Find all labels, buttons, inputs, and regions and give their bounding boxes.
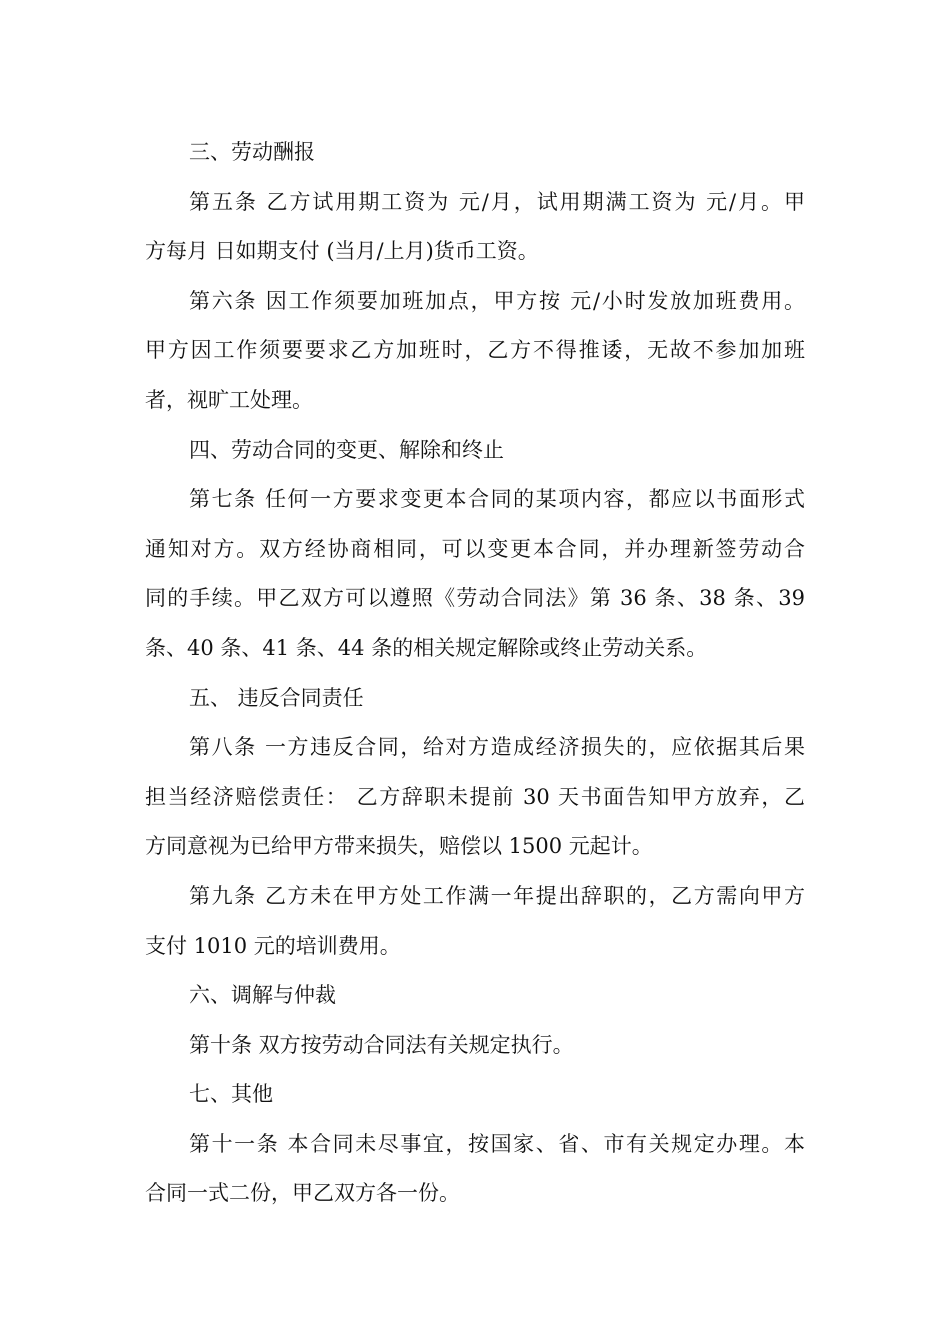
article-11-line-2: 合同一式二份，甲乙双方各一份。 <box>145 1181 460 1206</box>
article-7-line-1: 第七条 任何一方要求变更本合同的某项内容，都应以书面形式 <box>189 487 805 512</box>
article-9-line-2: 支付 1010 元的培训费用。 <box>145 933 401 958</box>
article-5-line-1: 第五条 乙方试用期工资为 元/月，试用期满工资为 元/月。甲 <box>189 189 805 214</box>
section-heading-labor-pay: 三、劳动酬报 <box>189 140 315 164</box>
section-heading-breach: 五、 违反合同责任 <box>189 685 364 710</box>
article-8-line-3: 方同意视为已给甲方带来损失，赔偿以 1500 元起计。 <box>145 834 653 859</box>
article-8-line-1: 第八条 一方违反合同，给对方造成经济损失的，应依据其后果 <box>189 735 805 760</box>
article-6-line-3: 者，视旷工处理。 <box>145 387 313 412</box>
section-heading-other: 七、其他 <box>189 1082 273 1107</box>
article-9-line-1: 第九条 乙方未在甲方处工作满一年提出辞职的，乙方需向甲方 <box>189 883 805 908</box>
article-8-line-2: 担当经济赔偿责任： 乙方辞职未提前 30 天书面告知甲方放弃，乙 <box>145 784 805 809</box>
section-heading-arbitration: 六、调解与仲裁 <box>189 983 336 1008</box>
article-10-line-1: 第十条 双方按劳动合同法有关规定执行。 <box>189 1032 574 1057</box>
article-7-line-2: 通知对方。双方经协商相同，可以变更本合同，并办理新签劳动合 <box>145 536 805 561</box>
article-5-line-2: 方每月 日如期支付 (当月/上月)货币工资。 <box>145 239 539 264</box>
article-6-line-2: 甲方因工作须要要求乙方加班时，乙方不得推诿，无故不参加加班 <box>145 338 805 363</box>
article-11-line-1: 第十一条 本合同未尽事宜，按国家、省、市有关规定办理。本 <box>189 1131 805 1156</box>
article-6-line-1: 第六条 因工作须要加班加点，甲方按 元/小时发放加班费用。 <box>189 288 805 313</box>
section-heading-contract-changes: 四、劳动合同的变更、解除和终止 <box>189 437 504 462</box>
article-7-line-4: 条、40 条、41 条、44 条的相关规定解除或终止劳动关系。 <box>145 635 708 660</box>
contract-body <box>145 128 805 1219</box>
article-7-line-3: 同的手续。甲乙双方可以遵照《劳动合同法》第 36 条、38 条、39 <box>145 586 805 611</box>
